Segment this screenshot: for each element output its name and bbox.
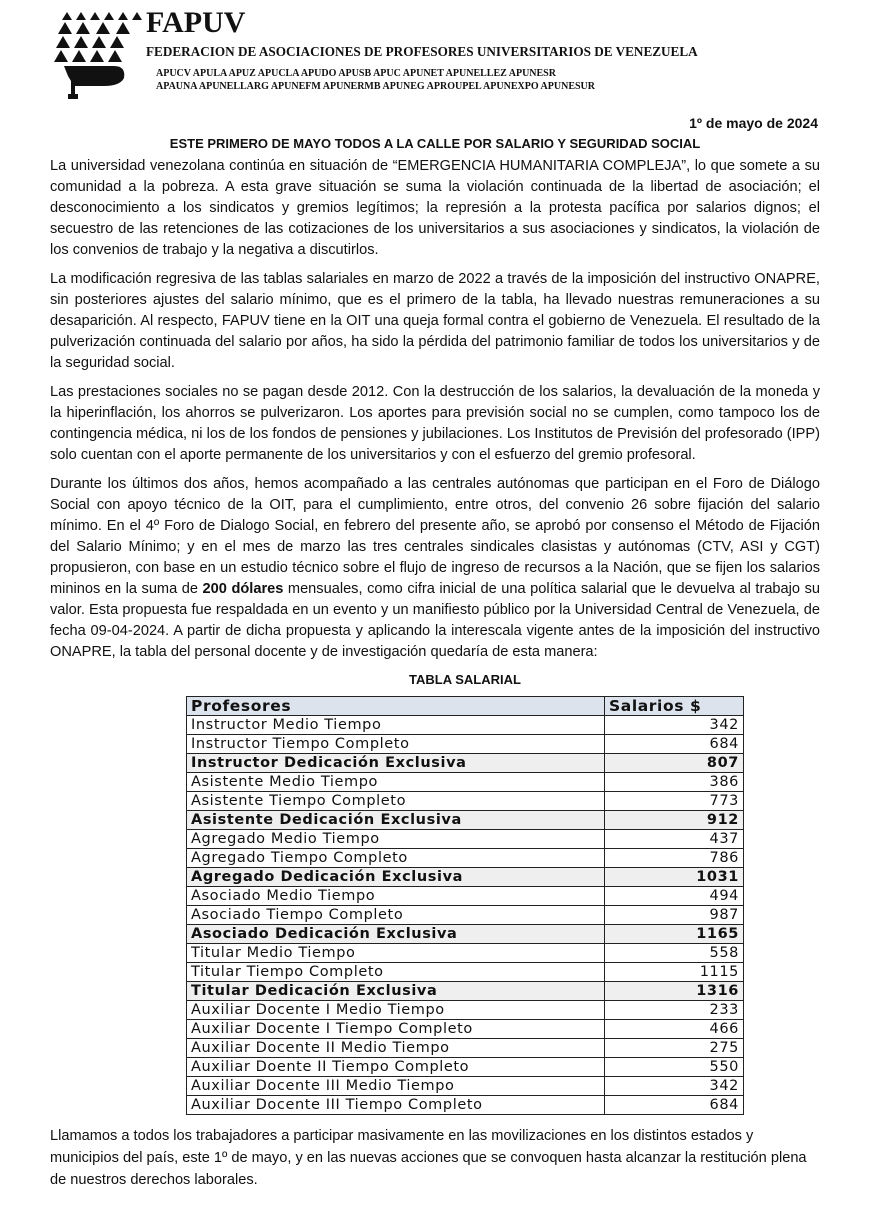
row-label: Auxiliar Docente III Tiempo Completo (187, 1096, 605, 1115)
row-label: Instructor Medio Tiempo (187, 716, 605, 735)
table-row (187, 1020, 744, 1039)
row-label: Auxiliar Docente I Tiempo Completo (187, 1020, 605, 1039)
row-salary: 1165 (605, 925, 744, 944)
table-row (187, 716, 744, 735)
row-label: Auxiliar Docente I Medio Tiempo (187, 1001, 605, 1020)
table-row (187, 830, 744, 849)
row-salary: 437 (605, 830, 744, 849)
row-salary: 550 (605, 1058, 744, 1077)
table-row (187, 1001, 744, 1020)
table-row (187, 944, 744, 963)
row-salary: 987 (605, 906, 744, 925)
table-row (187, 1096, 744, 1115)
row-label: Asociado Medio Tiempo (187, 887, 605, 906)
row-salary: 342 (605, 1077, 744, 1096)
table-row (187, 1077, 744, 1096)
table-row (187, 792, 744, 811)
table-row (187, 849, 744, 868)
table-row (187, 1039, 744, 1058)
header-profesores: Profesores (187, 697, 605, 716)
row-label: Asistente Tiempo Completo (187, 792, 605, 811)
row-label: Agregado Dedicación Exclusiva (187, 868, 605, 887)
row-label: Titular Tiempo Completo (187, 963, 605, 982)
row-salary: 684 (605, 1096, 744, 1115)
table-row (187, 773, 744, 792)
table-header-row (187, 697, 744, 716)
table-row (187, 963, 744, 982)
document-body (50, 156, 820, 663)
row-salary: 912 (605, 811, 744, 830)
row-label: Instructor Dedicación Exclusiva (187, 754, 605, 773)
table-row (187, 735, 744, 754)
row-salary: 342 (605, 716, 744, 735)
row-label: Titular Dedicación Exclusiva (187, 982, 605, 1001)
paragraph-4-part-b: mensuales, como cifra inicial de una política salarial que le devuelva al trabajo su valor. Esta propuesta fue respaldada en un evento y un manifiesto público por la Universidad Central de Venezuela, de fecha 09-04-2024. A partir de dicha propuesta y aplicando la interescala vigente antes de la imposición del instructivo ONAPRE, la tabla del personal docente y de investigación quedaría de esta manera: (50, 581, 820, 660)
row-label: Asistente Dedicación Exclusiva (187, 811, 605, 830)
row-salary: 558 (605, 944, 744, 963)
row-label: Agregado Tiempo Completo (187, 849, 605, 868)
table-row (187, 887, 744, 906)
associations-line-1: APUCV APULA APUZ APUCLA APUDO APUSB APUC APUNET APUNELLEZ APUNESR (156, 68, 556, 79)
row-label: Asociado Dedicación Exclusiva (187, 925, 605, 944)
row-salary: 684 (605, 735, 744, 754)
paragraph-3: Las prestaciones sociales no se pagan desde 2012. Con la destrucción de los salarios, la devaluación de la moneda y la hiperinflación, los ahorros se pulverizaron. Los aportes para previsión social no se cumplen, como tampoco los de contingencia médica, ni los de los fondos de pensiones y jubilaciones. Los Institutos de Previsión del profesorado (IPP) solo cuentan con el aporte permanente de los universitarios y con el esfuerzo del gremio profesoral. (50, 384, 820, 463)
row-label: Auxiliar Doente II Tiempo Completo (187, 1058, 605, 1077)
row-salary: 807 (605, 754, 744, 773)
row-label: Titular Medio Tiempo (187, 944, 605, 963)
row-salary: 1316 (605, 982, 744, 1001)
paragraph-4-part-a: Durante los últimos dos años, hemos acompañado a las centrales autónomas que participan en el Foro de Diálogo Social con apoyo técnico de la OIT, para el cumplimiento, entre otros, del convenio 26 sobre fijación del salario mínimo. En el 4º Foro de Dialogo Social, en febrero del presente año, se aprobó por consenso el Método de Fijación del Salario Mínimo; y en el mes de marzo las tres centrales sindicales clasistas y autónomas (CTV, ASI y CGT) propusieron, con base en un estudio técnico sobre el flujo de ingreso de recursos a la Nación, que se fijen los salarios mininos en la suma de (50, 476, 820, 597)
row-salary: 773 (605, 792, 744, 811)
row-salary: 466 (605, 1020, 744, 1039)
row-label: Agregado Medio Tiempo (187, 830, 605, 849)
row-salary: 494 (605, 887, 744, 906)
paragraph-1: La universidad venezolana continúa en situación de “EMERGENCIA HUMANITARIA COMPLEJA”, lo que somete a su comunidad a la pobreza. A esta grave situación se suma la violación continuada de la libertad de asociación; el desconocimiento a los sindicatos y gremios legítimos; la represión a la protesta pacífica por salarios dignos; el secuestro de las retenciones de las cotizaciones de los universitarios a sus asociaciones y sindicatos, la violación de los convenios de trabajo y la negativa a discutirlos. (50, 158, 820, 258)
associations-line-2: APAUNA APUNELLARG APUNEFM APUNERMB APUNEG APROUPEL APUNEXPO APUNESUR (156, 81, 595, 92)
federation-name: FEDERACION DE ASOCIACIONES DE PROFESORES UNIVERSITARIOS DE VENEZUELA (146, 44, 698, 59)
row-salary: 386 (605, 773, 744, 792)
table-row (187, 811, 744, 830)
row-salary: 1115 (605, 963, 744, 982)
table-title: TABLA SALARIAL (409, 672, 521, 687)
salary-amount-highlight: 200 dólares (202, 581, 284, 597)
row-label: Auxiliar Docente III Medio Tiempo (187, 1077, 605, 1096)
brand-name: FAPUV (146, 6, 246, 39)
row-salary: 1031 (605, 868, 744, 887)
row-salary: 275 (605, 1039, 744, 1058)
table-row (187, 906, 744, 925)
table-row (187, 1058, 744, 1077)
header-salarios: Salarios $ (605, 697, 744, 716)
row-label: Asociado Tiempo Completo (187, 906, 605, 925)
salary-table (186, 696, 744, 1115)
table-row (187, 925, 744, 944)
row-label: Instructor Tiempo Completo (187, 735, 605, 754)
document-date: 1º de mayo de 2024 (689, 115, 818, 131)
paragraph-4 (50, 474, 820, 663)
paragraph-2: La modificación regresiva de las tablas salariales en marzo de 2022 a través de la imposición del instructivo ONAPRE, sin posteriores ajustes del salario mínimo, que es el primero de la tabla, ha llevado nuestras remuneraciones a su desaparición. Al respecto, FAPUV tiene en la OIT una queja formal contra el gobierno de Venezuela. El resultado de la pulverización continuada del salario por años, ha sido la pérdida del patrimonio familiar de todos los universitarios y de la seguridad social. (50, 271, 820, 371)
document-title: ESTE PRIMERO DE MAYO TODOS A LA CALLE POR SALARIO Y SEGURIDAD SOCIAL (169, 136, 701, 151)
table-row (187, 754, 744, 773)
row-label: Auxiliar Docente II Medio Tiempo (187, 1039, 605, 1058)
table-row (187, 868, 744, 887)
row-salary: 786 (605, 849, 744, 868)
row-salary: 233 (605, 1001, 744, 1020)
closing-paragraph: Llamamos a todos los trabajadores a participar masivamente en las movilizaciones en los distintos estados y municipios del país, este 1º de mayo, y en las nuevas acciones que se convoquen hasta alcanzar la restitución plena de nuestros derechos laborales. (50, 1128, 807, 1188)
table-row (187, 982, 744, 1001)
row-label: Asistente Medio Tiempo (187, 773, 605, 792)
